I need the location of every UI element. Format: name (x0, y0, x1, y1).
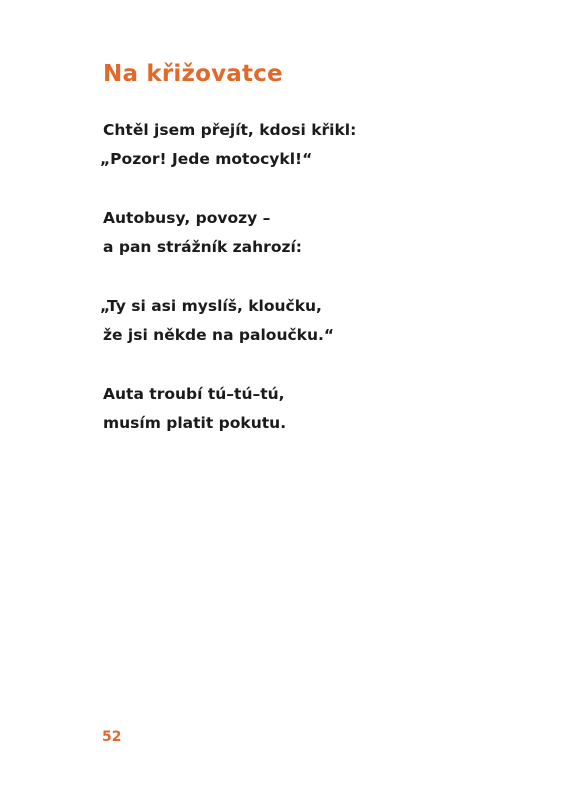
poem-line: že jsi někde na paloučku.“ (103, 326, 335, 344)
poem-line: „Pozor! Jede motocykl!“ (100, 150, 313, 168)
stanza-4 (100, 380, 520, 438)
page-number: 52 (102, 729, 122, 745)
poem-title: Na křižovatce (103, 61, 283, 87)
stanza-2 (100, 204, 520, 262)
poem-line: Chtěl jsem přejít, kdosi křikl: (103, 121, 357, 139)
stanza-3 (100, 292, 520, 350)
poem-line: Autobusy, povozy – (103, 209, 271, 227)
poem-line: a pan strážník zahrozí: (103, 238, 302, 256)
poem-line: musím platit pokutu. (103, 414, 287, 432)
poem-body (100, 116, 520, 468)
poem-line: „Ty si asi myslíš, kloučku, (100, 297, 322, 315)
poem-line: Auta troubí tú–tú–tú, (103, 385, 285, 403)
stanza-1 (100, 116, 520, 174)
